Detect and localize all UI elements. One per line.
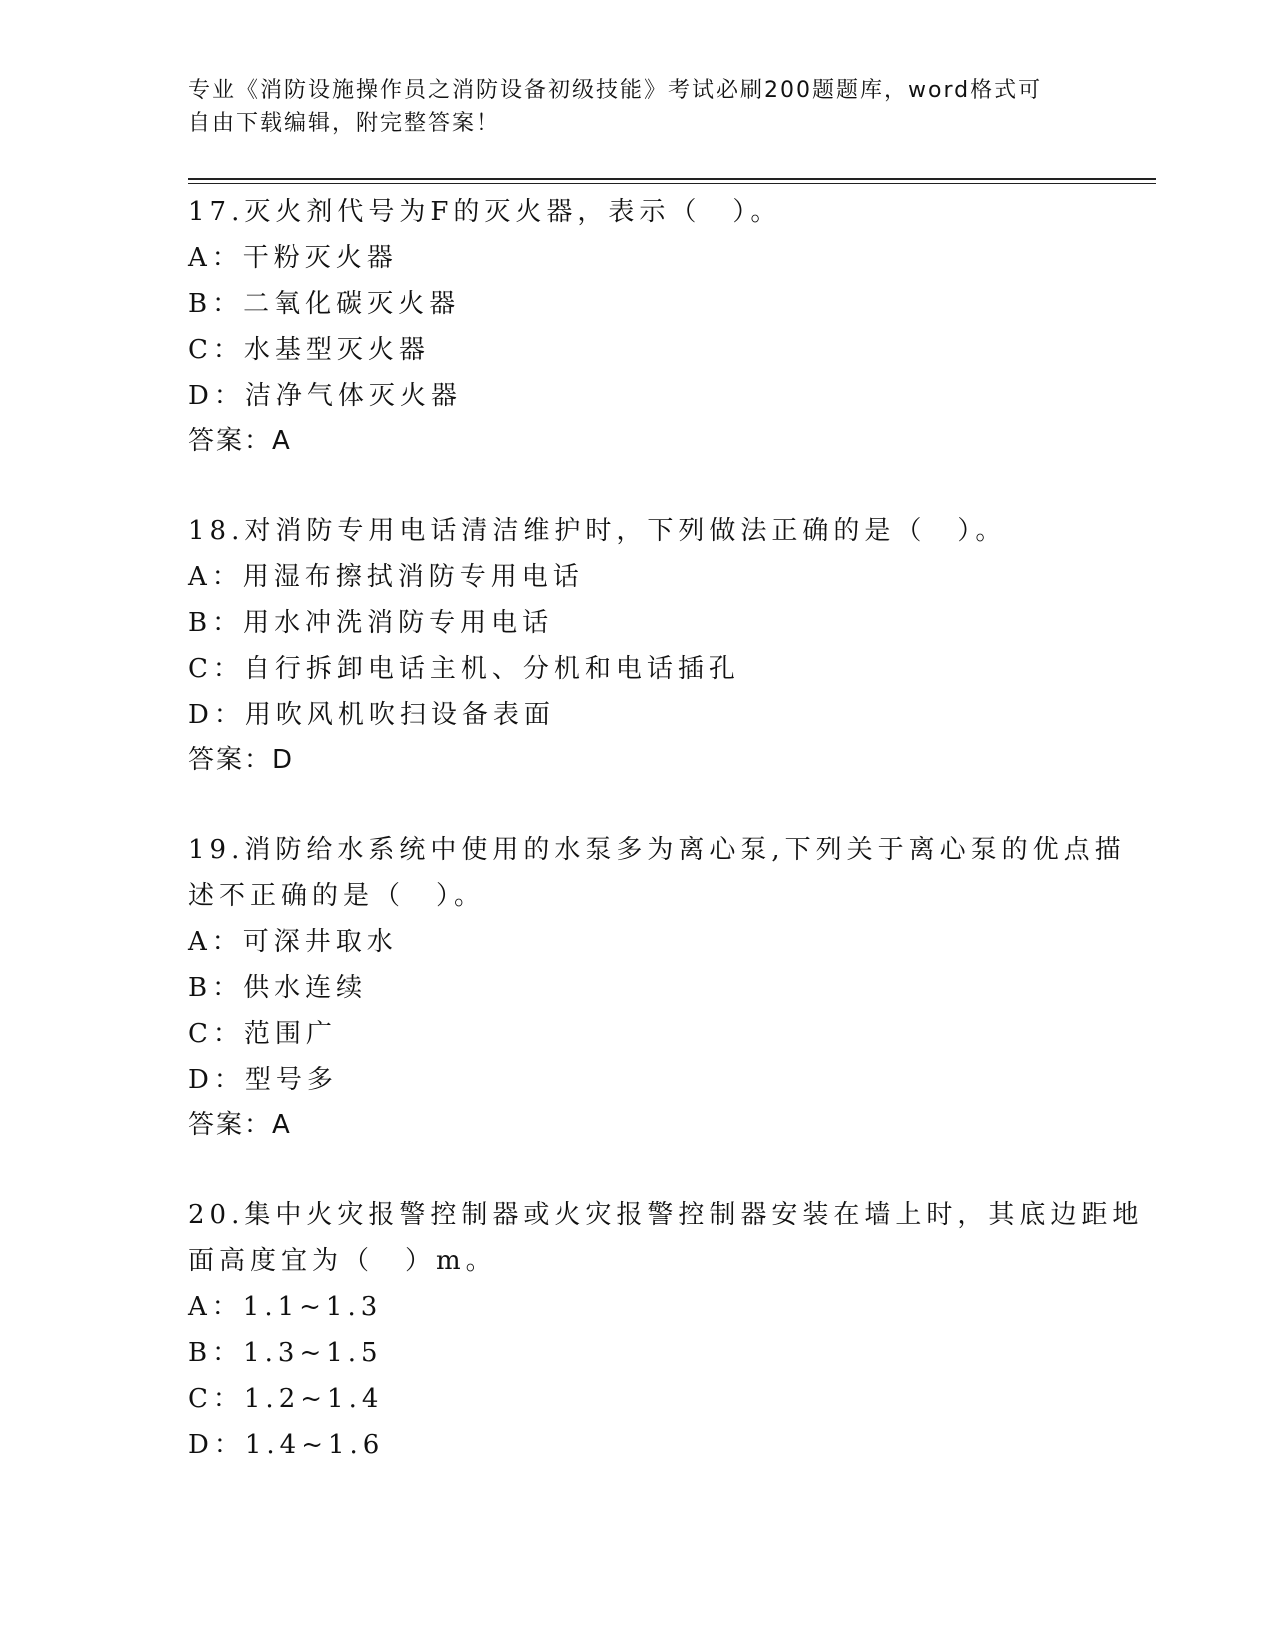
question-stem-line-1: 20.集中火灾报警控制器或火灾报警控制器安装在墙上时，其底边距地 — [188, 1200, 1144, 1230]
option-d: D：型号多 — [188, 1065, 338, 1095]
question-stem-line-2: 述不正确的是（ ）。 — [188, 881, 486, 911]
answer: 答案：D — [188, 745, 295, 775]
answer: 答案：A — [188, 1110, 292, 1140]
option-b: B：二氧化碳灭火器 — [188, 289, 461, 319]
option-d: D：洁净气体灭火器 — [188, 381, 462, 411]
question-stem-line-2: 面高度宜为（ ）m。 — [188, 1246, 497, 1276]
option-b: B：用水冲洗消防专用电话 — [188, 608, 554, 638]
header-divider-thin — [188, 183, 1156, 184]
option-c: C：范围广 — [188, 1019, 337, 1049]
question-stem: 17.灭火剂代号为F的灭火器，表示（ ）。 — [188, 197, 782, 227]
question-18 — [188, 508, 1088, 782]
option-c: C：自行拆卸电话主机、分机和电话插孔 — [188, 654, 740, 684]
question-stem-line-1: 19.消防给水系统中使用的水泵多为离心泵,下列关于离心泵的优点描 — [188, 835, 1126, 865]
option-a: A：1.1~1.3 — [188, 1292, 383, 1322]
page-header — [188, 74, 1068, 140]
option-c: C：水基型灭火器 — [188, 335, 430, 365]
header-divider-thick — [188, 178, 1156, 180]
question-20 — [188, 1192, 1144, 1468]
answer: 答案：A — [188, 426, 292, 456]
question-stem: 18.对消防专用电话清洁维护时，下列做法正确的是（ ）。 — [188, 516, 1007, 546]
header-line-1: 专业《消防设施操作员之消防设备初级技能》考试必刷200题题库，word格式可 — [188, 78, 1043, 103]
option-a: A：可深井取水 — [188, 927, 398, 957]
option-d: D：用吹风机吹扫设备表面 — [188, 700, 555, 730]
header-line-2: 自由下载编辑，附完整答案！ — [188, 111, 501, 136]
option-c: C：1.2~1.4 — [188, 1384, 384, 1414]
question-list — [188, 189, 1144, 1513]
option-a: A：干粉灭火器 — [188, 243, 398, 273]
option-b: B：1.3~1.5 — [188, 1338, 383, 1368]
option-b: B：供水连续 — [188, 973, 368, 1003]
option-d: D：1.4~1.6 — [188, 1430, 385, 1460]
question-19 — [188, 827, 1126, 1147]
option-a: A：用湿布擦拭消防专用电话 — [188, 562, 584, 592]
question-17 — [188, 189, 1088, 463]
